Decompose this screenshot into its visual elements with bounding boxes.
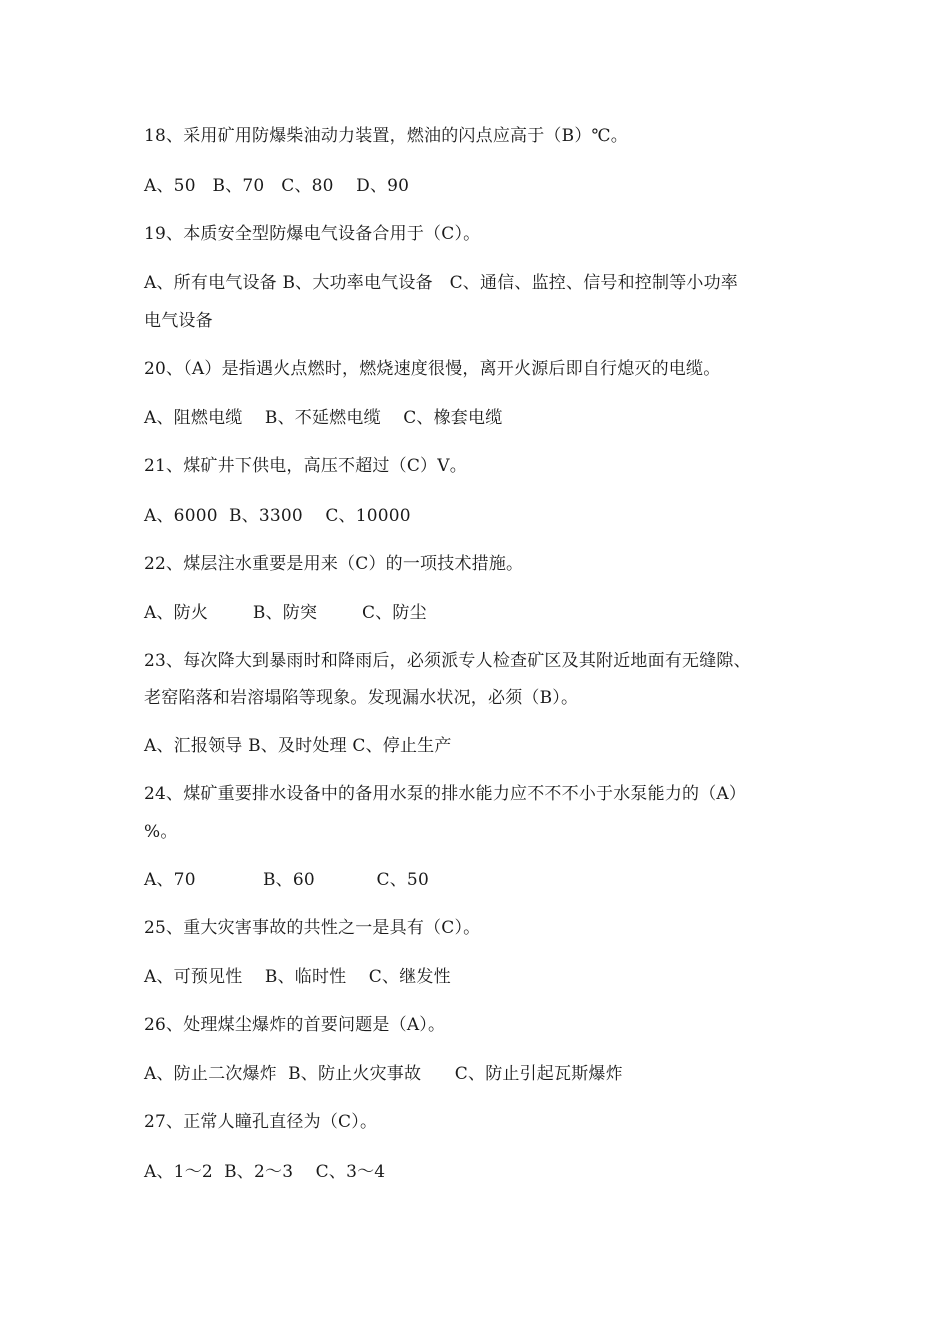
question-25-text: 25、重大灾害事故的共性之一是具有（C）。 xyxy=(144,918,481,938)
question-24-text: 24、煤矿重要排水设备中的备用水泵的排水能力应不不不小于水泵能力的（A） xyxy=(144,784,747,804)
question-20-text: 20、（A）是指遇火点燃时，燃烧速度很慢，离开火源后即自行熄灭的电缆。 xyxy=(144,359,721,379)
question-26-options: A、防止二次爆炸 B、防止火灾事故 C、防止引起瓦斯爆炸 xyxy=(144,1064,623,1084)
question-18-text: 18、采用矿用防爆柴油动力装置，燃油的闪点应高于（B）℃。 xyxy=(144,126,628,146)
question-21-text: 21、煤矿井下供电，高压不超过（C）V。 xyxy=(144,456,467,476)
question-24-text-continued: %。 xyxy=(144,822,178,842)
question-22-text: 22、煤层注水重要是用来（C）的一项技术措施。 xyxy=(144,554,524,574)
question-27-options: A、1～2 B、2～3 C、3～4 xyxy=(144,1162,386,1182)
question-19-options-continued: 电气设备 xyxy=(144,311,213,331)
question-22-options: A、防火 B、防突 C、防尘 xyxy=(144,603,427,623)
question-23-text: 23、每次降大到暴雨时和降雨后，必须派专人检查矿区及其附近地面有无缝隙、 xyxy=(144,651,751,671)
question-19-text: 19、本质安全型防爆电气设备合用于（C）。 xyxy=(144,224,481,244)
question-26-text: 26、处理煤尘爆炸的首要问题是（A）。 xyxy=(144,1015,446,1035)
question-25-options: A、可预见性 B、临时性 C、继发性 xyxy=(144,967,451,987)
question-24-options: A、70 B、60 C、50 xyxy=(144,870,429,890)
question-23-text-continued: 老窑陷落和岩溶塌陷等现象。发现漏水状况，必须（B）。 xyxy=(144,688,579,708)
question-27-text: 27、正常人瞳孔直径为（C）。 xyxy=(144,1112,378,1132)
question-21-options: A、6000 B、3300 C、10000 xyxy=(144,506,411,526)
question-19-options: A、所有电气设备 B、大功率电气设备 C、通信、监控、信号和控制等小功率 xyxy=(144,273,738,293)
question-23-options: A、汇报领导 B、及时处理 C、停止生产 xyxy=(144,736,452,756)
question-20-options: A、阻燃电缆 B、不延燃电缆 C、橡套电缆 xyxy=(144,408,503,428)
question-18-options: A、50 B、70 C、80 D、90 xyxy=(144,176,410,196)
